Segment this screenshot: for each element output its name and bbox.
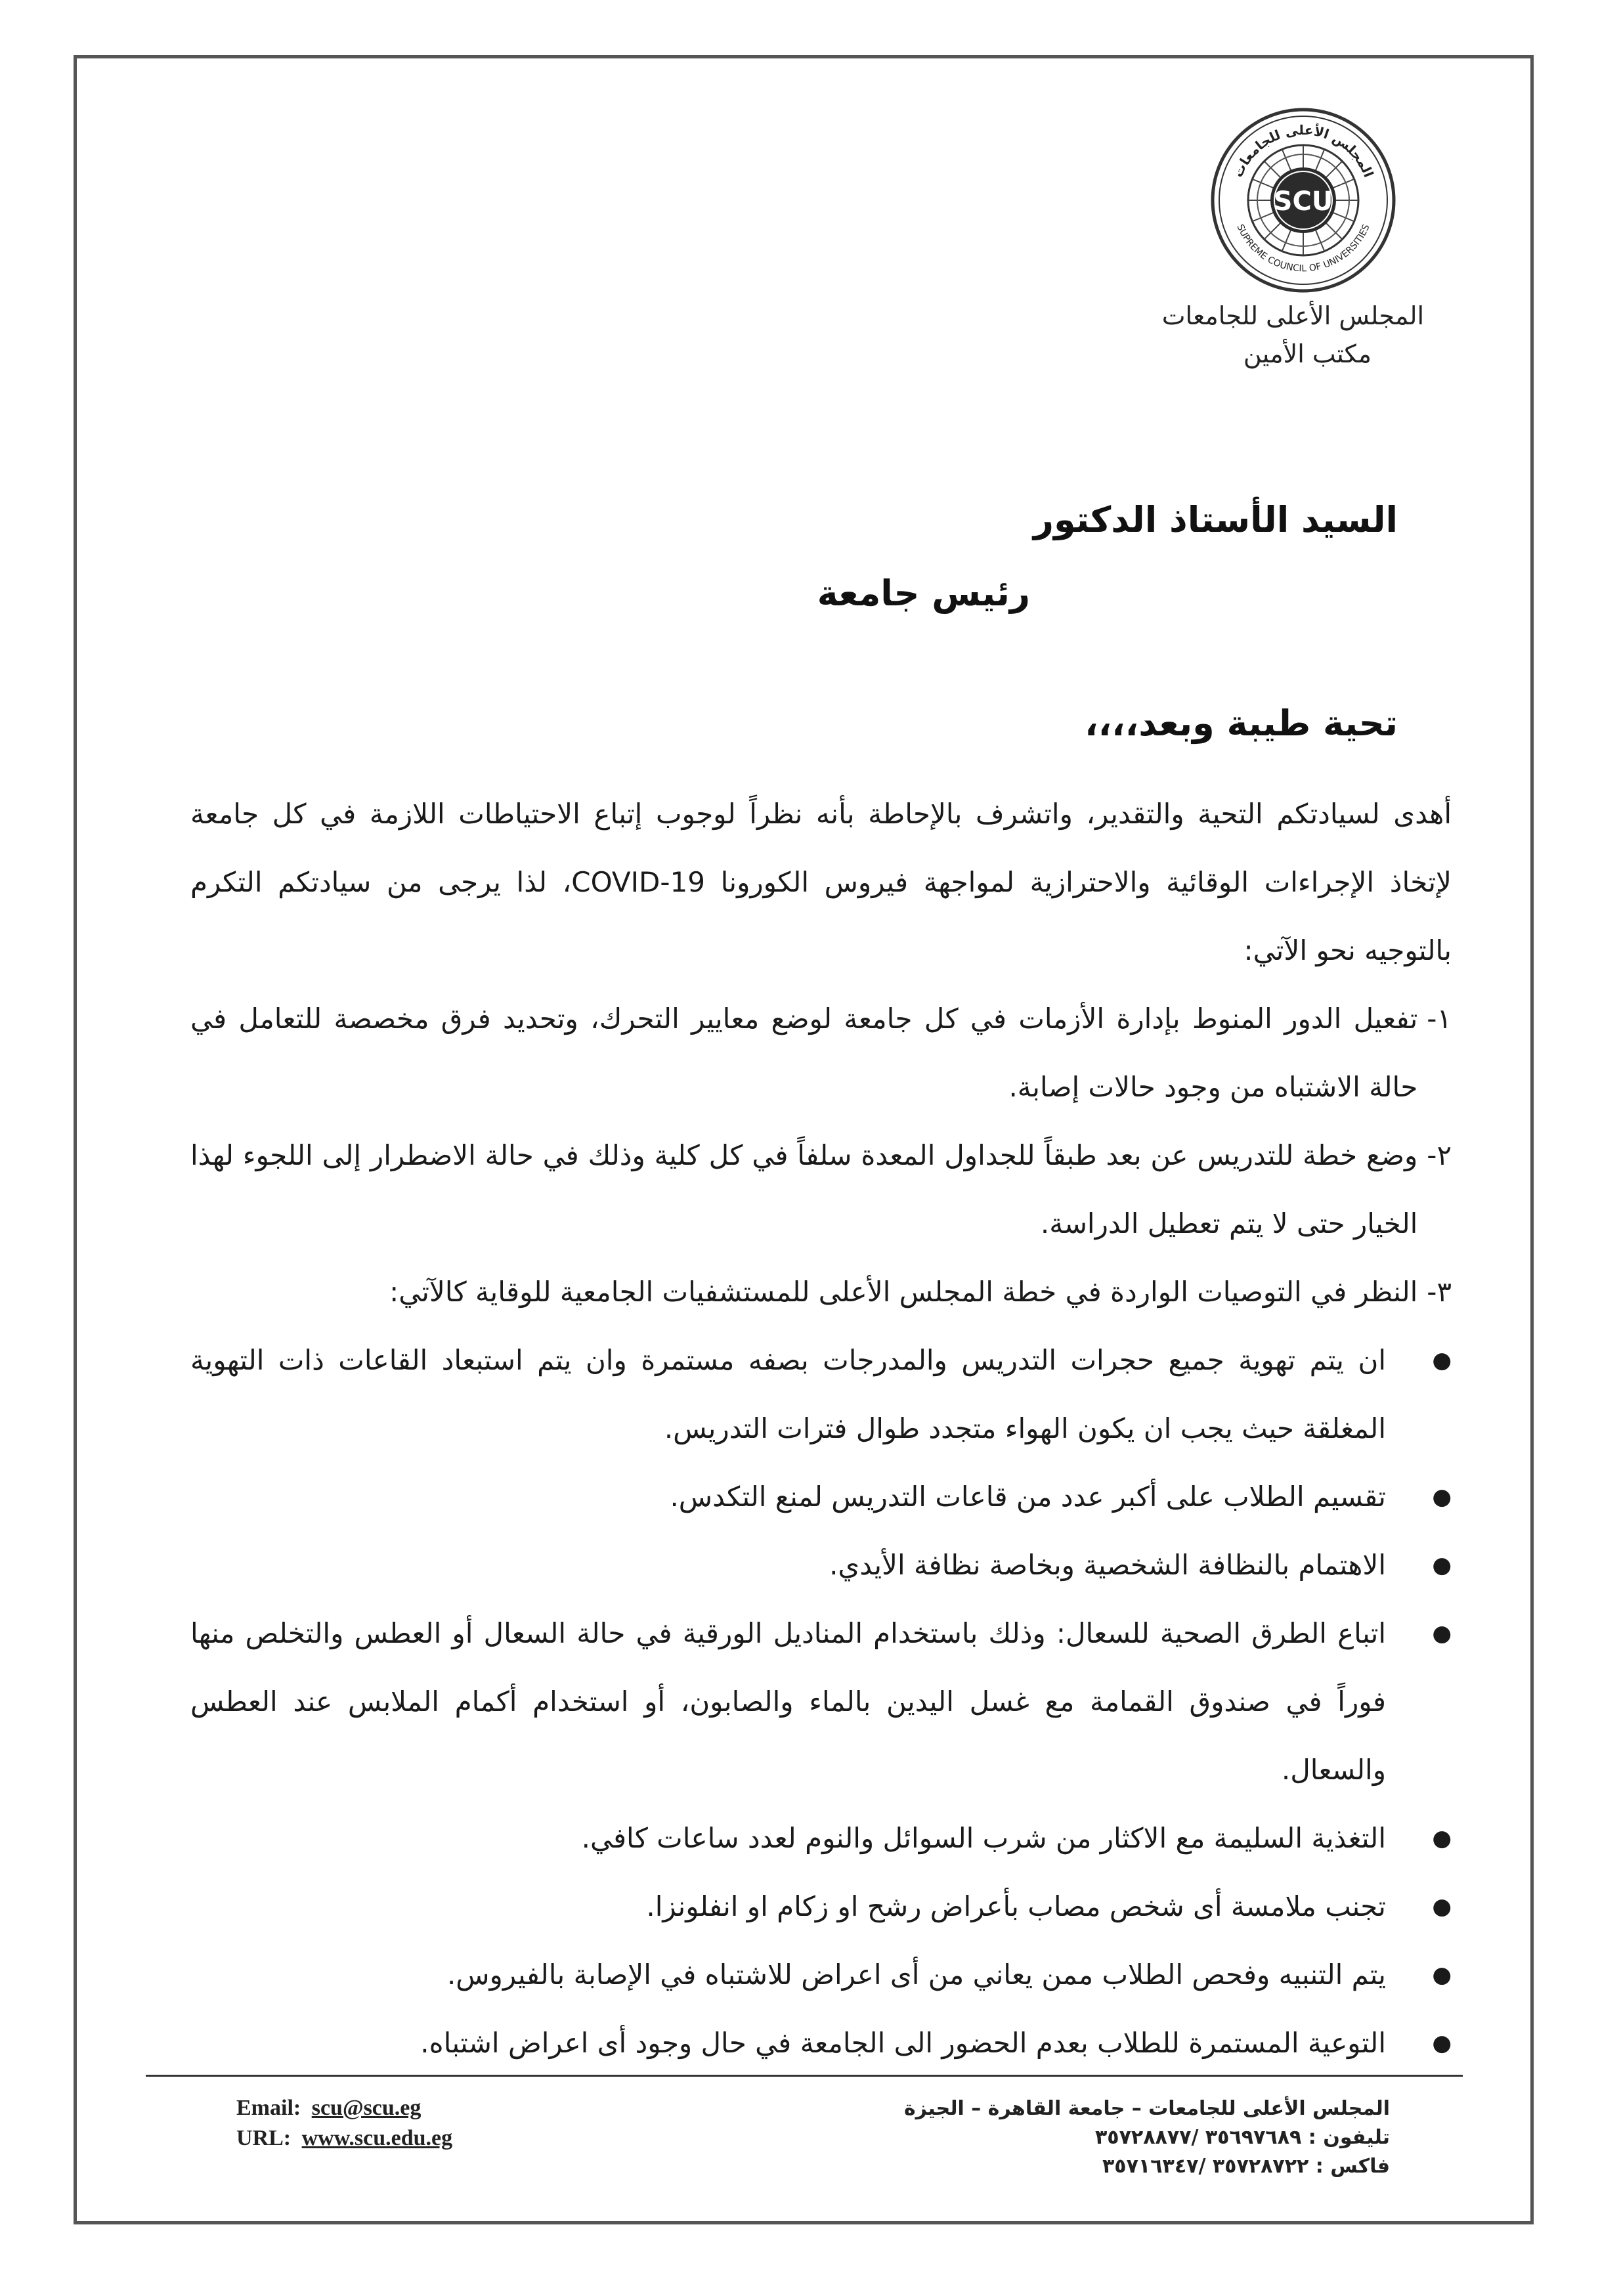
greeting: تحية طيبة وبعد،،،، <box>1085 703 1398 744</box>
bullet-icon: ● <box>1432 1894 1452 1920</box>
list-item <box>190 2009 1452 2077</box>
office-name: مكتب الأمين <box>1243 339 1372 368</box>
list-item <box>190 1873 1452 1941</box>
list-item <box>190 1531 1452 1599</box>
logo-ring-english: SUPREME COUNCIL OF UNIVERSITIES <box>1234 223 1372 274</box>
numbered-item <box>190 985 1452 1121</box>
addressee-title: السيد الأستاذ الدكتور <box>1033 499 1398 540</box>
item-number: ٣- <box>1427 1276 1452 1308</box>
item-text: تفعيل الدور المنوط بإدارة الأزمات في كل جامعة لوضع معايير التحرك، وتحديد فرق مخصصة للتعامل في حالة الاشتباه من وجود حالات إصابة. <box>190 1003 1418 1103</box>
item-number: ١- <box>1427 1003 1452 1035</box>
footer-address-block <box>904 2094 1390 2181</box>
org-name: المجلس الأعلى للجامعات <box>1161 301 1424 330</box>
list-item-text: ان يتم تهوية جميع حجرات التدريس والمدرجات بصفه مستمرة وان يتم استبعاد القاعات ذات التهوية المغلقة حيث يجب ان يكون الهواء متجدد طوال فترات التدريس. <box>190 1344 1386 1444</box>
sender-block <box>1162 297 1424 373</box>
list-item-text: تقسيم الطلاب على أكبر عدد من قاعات التدريس لمنع التكدس. <box>670 1481 1386 1513</box>
scu-logo <box>1208 105 1398 295</box>
list-item <box>190 1804 1452 1873</box>
list-item-text: التغذية السليمة مع الاكثار من شرب السوائل والنوم لعدد ساعات كافي. <box>581 1822 1386 1854</box>
addressee-position: رئيس جامعة <box>817 573 1030 614</box>
bullet-icon: ● <box>1432 1962 1452 1988</box>
website-link[interactable]: www.scu.edu.eg <box>301 2126 453 2150</box>
footer-fax: فاكس : ٣٥٧٢٨٧٢٢ /٣٥٧١٦٣٤٧ <box>1102 2155 1390 2178</box>
email-link[interactable]: scu@scu.eg <box>311 2096 421 2120</box>
item-number: ٢- <box>1427 1139 1452 1171</box>
recommendations-list <box>190 1326 1452 2077</box>
item-text: وضع خطة للتدريس عن بعد طبقاً للجداول المعدة سلفاً في كل كلية وذلك في حالة الاضطرار إلى اللجوء لهذا الخيار حتى لا يتم تعطيل الدراسة. <box>190 1139 1418 1240</box>
numbered-item <box>190 1258 1452 1326</box>
list-item <box>190 1599 1452 1804</box>
list-item-text: اتباع الطرق الصحية للسعال: وذلك باستخدام المناديل الورقية في حالة السعال أو العطس والتخلص منها فوراً في صندوق القمامة مع غسل اليدين بالماء والصابون، أو استخدام أكمام الملابس عند العطس والسعال. <box>190 1617 1386 1786</box>
list-item <box>190 1326 1452 1463</box>
list-item-text: التوعية المستمرة للطلاب بعدم الحضور الى الجامعة في حال وجود أى اعراض اشتباه. <box>420 2027 1386 2059</box>
logo-ring-arabic: المجلس الأعلى للجامعات <box>1230 121 1377 180</box>
list-item-text: يتم التنبيه وفحص الطلاب ممن يعاني من أى اعراض للاشتباه في الإصابة بالفيروس. <box>446 1959 1386 1991</box>
footer-address: المجلس الأعلى للجامعات – جامعة القاهرة – الجيزة <box>903 2097 1390 2120</box>
bullet-icon: ● <box>1432 2030 1452 2056</box>
footer-phone: تليفون : ٣٥٦٩٧٦٨٩ /٣٥٧٢٨٨٧٧ <box>1094 2126 1390 2149</box>
bullet-icon: ● <box>1432 1552 1452 1578</box>
list-item-text: تجنب ملامسة أى شخص مصاب بأعراض رشح او زكام او انفلونزا. <box>646 1890 1386 1922</box>
bullet-icon: ● <box>1432 1620 1452 1647</box>
email-label: Email: <box>236 2096 301 2120</box>
list-item <box>190 1941 1452 2009</box>
footer-divider <box>146 2075 1463 2077</box>
bullet-icon: ● <box>1432 1484 1452 1510</box>
bullet-icon: ● <box>1432 1825 1452 1852</box>
logo-text: SCU <box>1273 186 1333 217</box>
list-item-text: الاهتمام بالنظافة الشخصية وبخاصة نظافة الأيدي. <box>829 1549 1386 1581</box>
scu-seal-icon <box>1208 105 1398 295</box>
letter-body <box>190 780 1452 2077</box>
url-label: URL: <box>236 2126 292 2150</box>
numbered-item <box>190 1121 1452 1258</box>
item-text: النظر في التوصيات الواردة في خطة المجلس الأعلى للمستشفيات الجامعية للوقاية كالآتي: <box>389 1276 1418 1308</box>
footer-contact-web <box>236 2093 452 2154</box>
intro-paragraph: أهدى لسيادتكم التحية والتقدير، واتشرف بالإحاطة بأنه نظراً لوجوب إتباع الاحتياطات اللازمة في كل جامعة لإتخاذ الإجراءات الوقائية والاحترازية لمواجهة فيروس الكورونا COVID-19، لذا يرجى من سيادتكم التكرم بالتوجيه نحو الآتي: <box>190 798 1452 966</box>
bullet-icon: ● <box>1432 1347 1452 1374</box>
list-item <box>190 1463 1452 1531</box>
